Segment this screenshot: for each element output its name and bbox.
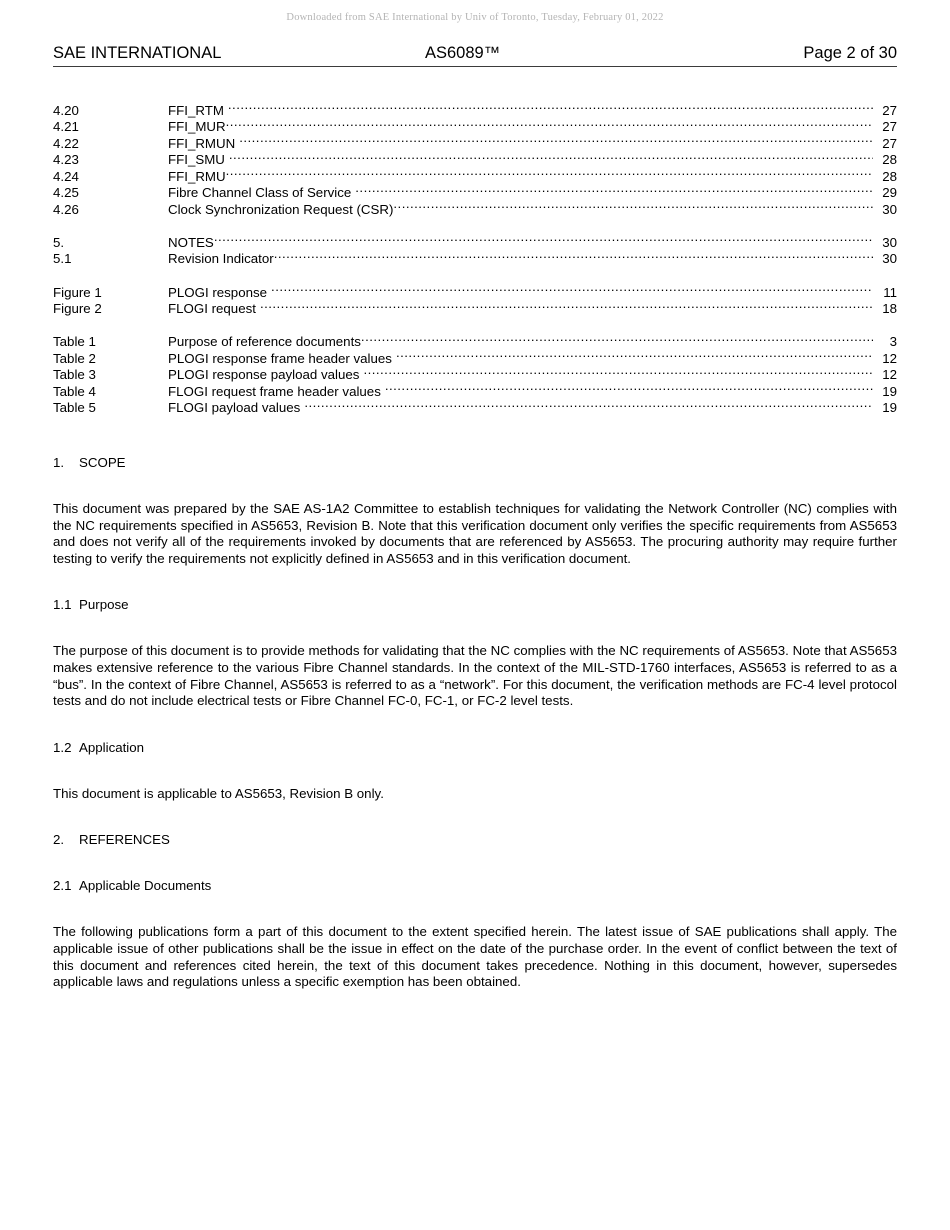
toc-dot-leader xyxy=(260,297,873,314)
toc-group-sections-5 xyxy=(53,230,897,267)
toc-entry-number: Figure 1 xyxy=(53,284,102,300)
toc-entry-page: 28 xyxy=(882,152,897,168)
toc-dot-leader xyxy=(396,346,873,363)
toc-entry[interactable] xyxy=(53,280,897,300)
paragraph-scope: This document was prepared by the SAE AS-1A2 Committee to establish techniques for validating the Network Controller (NC) complies with the NC requirements specified in AS5653, Revision B. Note that this verification document only verifies the specific requirements from AS5653 and does not verify all of the requirements invoked by documents that are referenced by AS5653. The procuring authority may require further testing to verify the requirements not explicitly defined in AS5653 and in this verification document. xyxy=(53,501,897,566)
toc-entry-title: FLOGI request xyxy=(168,301,256,317)
toc-dot-leader xyxy=(393,197,873,214)
toc-entry-page: 27 xyxy=(882,102,897,118)
toc-entry[interactable] xyxy=(53,230,897,250)
toc-entry-page: 11 xyxy=(883,284,897,300)
table-of-contents xyxy=(53,98,897,416)
toc-entry-title: FFI_SMU xyxy=(168,152,225,168)
toc-entry-title: PLOGI response xyxy=(168,284,268,300)
heading-purpose-text: Purpose xyxy=(79,597,129,613)
toc-dot-leader xyxy=(228,98,873,115)
toc-dot-leader xyxy=(361,330,873,347)
header-document-number: AS6089™ xyxy=(425,44,501,62)
toc-dot-leader xyxy=(385,379,873,396)
heading-application-number: 1.2 xyxy=(53,739,72,755)
heading-references xyxy=(53,832,897,848)
toc-entry-page: 30 xyxy=(882,201,897,217)
heading-application xyxy=(53,740,897,756)
toc-entry-number: Table 1 xyxy=(53,334,96,350)
paragraph-purpose: The purpose of this document is to provide methods for validating that the NC complies with the NC requirements of AS5653. Note that AS5653 makes extensive reference to the various Fibre Channel standards. In the context of the MIL-STD-1760 interfaces, AS5653 is referred to as a “bus”. In the context of Fibre Channel, AS5653 is referred to as a “network”. For this document, the verification methods are FC-4 level protocol tests and do not include electrical tests or Fibre Channel FC-0, FC-1, or FC-2 level tests. xyxy=(53,643,897,709)
toc-entry-page: 27 xyxy=(882,119,897,135)
toc-entry-page: 27 xyxy=(882,135,897,151)
header-organization: SAE INTERNATIONAL xyxy=(53,44,222,62)
toc-entry-number: 4.24 xyxy=(53,168,79,184)
toc-entry-title: PLOGI response frame header values xyxy=(168,350,392,366)
toc-entry-number: Table 4 xyxy=(53,383,96,399)
heading-purpose-number: 1.1 xyxy=(53,597,72,613)
toc-entry-number: 4.23 xyxy=(53,152,79,168)
header-page-label: Page 2 of 30 xyxy=(803,44,897,62)
toc-group-tables xyxy=(53,330,897,416)
toc-entry-page: 28 xyxy=(882,168,897,184)
toc-entry-title: FFI_RTM xyxy=(168,102,224,118)
heading-references-number: 2. xyxy=(53,832,65,848)
toc-entry-page: 19 xyxy=(882,383,897,399)
heading-references-text: REFERENCES xyxy=(79,832,170,848)
toc-group-sections-4 xyxy=(53,98,897,217)
heading-scope-number: 1. xyxy=(53,455,65,470)
toc-dot-leader xyxy=(214,230,873,247)
toc-entry-title: FFI_RMUN xyxy=(168,135,236,151)
toc-entry-number: 4.21 xyxy=(53,119,79,135)
header-divider xyxy=(53,66,897,67)
heading-applicable-documents-text: Applicable Documents xyxy=(79,878,212,894)
toc-group-figures xyxy=(53,280,897,317)
toc-dot-leader xyxy=(226,164,873,181)
toc-entry-page: 19 xyxy=(882,400,897,416)
heading-scope-text: SCOPE xyxy=(79,455,126,470)
heading-application-text: Application xyxy=(79,739,145,755)
toc-dot-leader xyxy=(274,247,873,264)
toc-entry-number: Table 2 xyxy=(53,350,96,366)
watermark-text: Downloaded from SAE International by Univ of Toronto, Tuesday, February 01, 2022 xyxy=(286,12,664,23)
heading-scope xyxy=(53,455,897,471)
toc-entry-page: 12 xyxy=(882,350,897,366)
toc-entry-number: 4.20 xyxy=(53,102,79,118)
paragraph-application: This document is applicable to AS5653, Revision B only. xyxy=(53,785,384,801)
running-header xyxy=(53,44,897,66)
toc-entry-page: 30 xyxy=(882,251,897,267)
toc-dot-leader xyxy=(355,181,873,198)
toc-entry-title: FLOGI payload values xyxy=(168,400,301,416)
toc-entry-number: Table 5 xyxy=(53,400,96,416)
toc-dot-leader xyxy=(239,131,873,148)
toc-entry-title: PLOGI response payload values xyxy=(168,367,360,383)
toc-dot-leader xyxy=(229,148,873,165)
toc-entry-page: 29 xyxy=(882,185,897,201)
toc-entry-title: NOTES xyxy=(168,234,214,250)
toc-entry[interactable] xyxy=(53,98,897,118)
toc-entry-title: Fibre Channel Class of Service xyxy=(168,185,352,201)
toc-dot-leader xyxy=(363,363,873,380)
toc-entry-title: Revision Indicator xyxy=(168,251,274,267)
toc-dot-leader xyxy=(304,396,873,413)
heading-purpose xyxy=(53,597,897,613)
toc-entry-number: 5. xyxy=(53,234,65,250)
toc-entry-page: 12 xyxy=(882,367,897,383)
toc-entry-title: Clock Synchronization Request (CSR) xyxy=(168,201,394,217)
paragraph-applicable-documents: The following publications form a part of this document to the extent specified herein. The latest issue of SAE publications shall apply. The applicable issue of other publications shall be the issue in effect on the date of the purchase order. In the event of conflict between the text of this document and references cited herein, the text of this document takes precedence. Nothing in this document, however, supersedes applicable laws and regulations unless a specific exemption has been obtained. xyxy=(53,924,897,990)
toc-dot-leader xyxy=(226,115,873,132)
toc-entry-page: 3 xyxy=(889,334,897,350)
toc-entry-title: FLOGI request frame header values xyxy=(168,383,381,399)
toc-entry-number: Table 3 xyxy=(53,367,96,383)
toc-entry-number: 4.26 xyxy=(53,201,79,217)
toc-entry-title: FFI_MUR xyxy=(168,119,226,135)
toc-entry-title: Purpose of reference documents xyxy=(168,334,361,350)
toc-entry-number: 4.25 xyxy=(53,185,79,201)
toc-entry-number: 5.1 xyxy=(53,251,72,267)
toc-entry[interactable] xyxy=(53,330,897,350)
toc-entry-page: 30 xyxy=(882,234,897,250)
toc-entry-number: Figure 2 xyxy=(53,301,102,317)
toc-entry-page: 18 xyxy=(882,301,897,317)
heading-applicable-documents-number: 2.1 xyxy=(53,878,72,894)
heading-applicable-documents xyxy=(53,878,897,894)
toc-entry-number: 4.22 xyxy=(53,135,79,151)
toc-entry-title: FFI_RMU xyxy=(168,168,226,184)
toc-dot-leader xyxy=(271,280,873,297)
document-body xyxy=(53,455,897,991)
